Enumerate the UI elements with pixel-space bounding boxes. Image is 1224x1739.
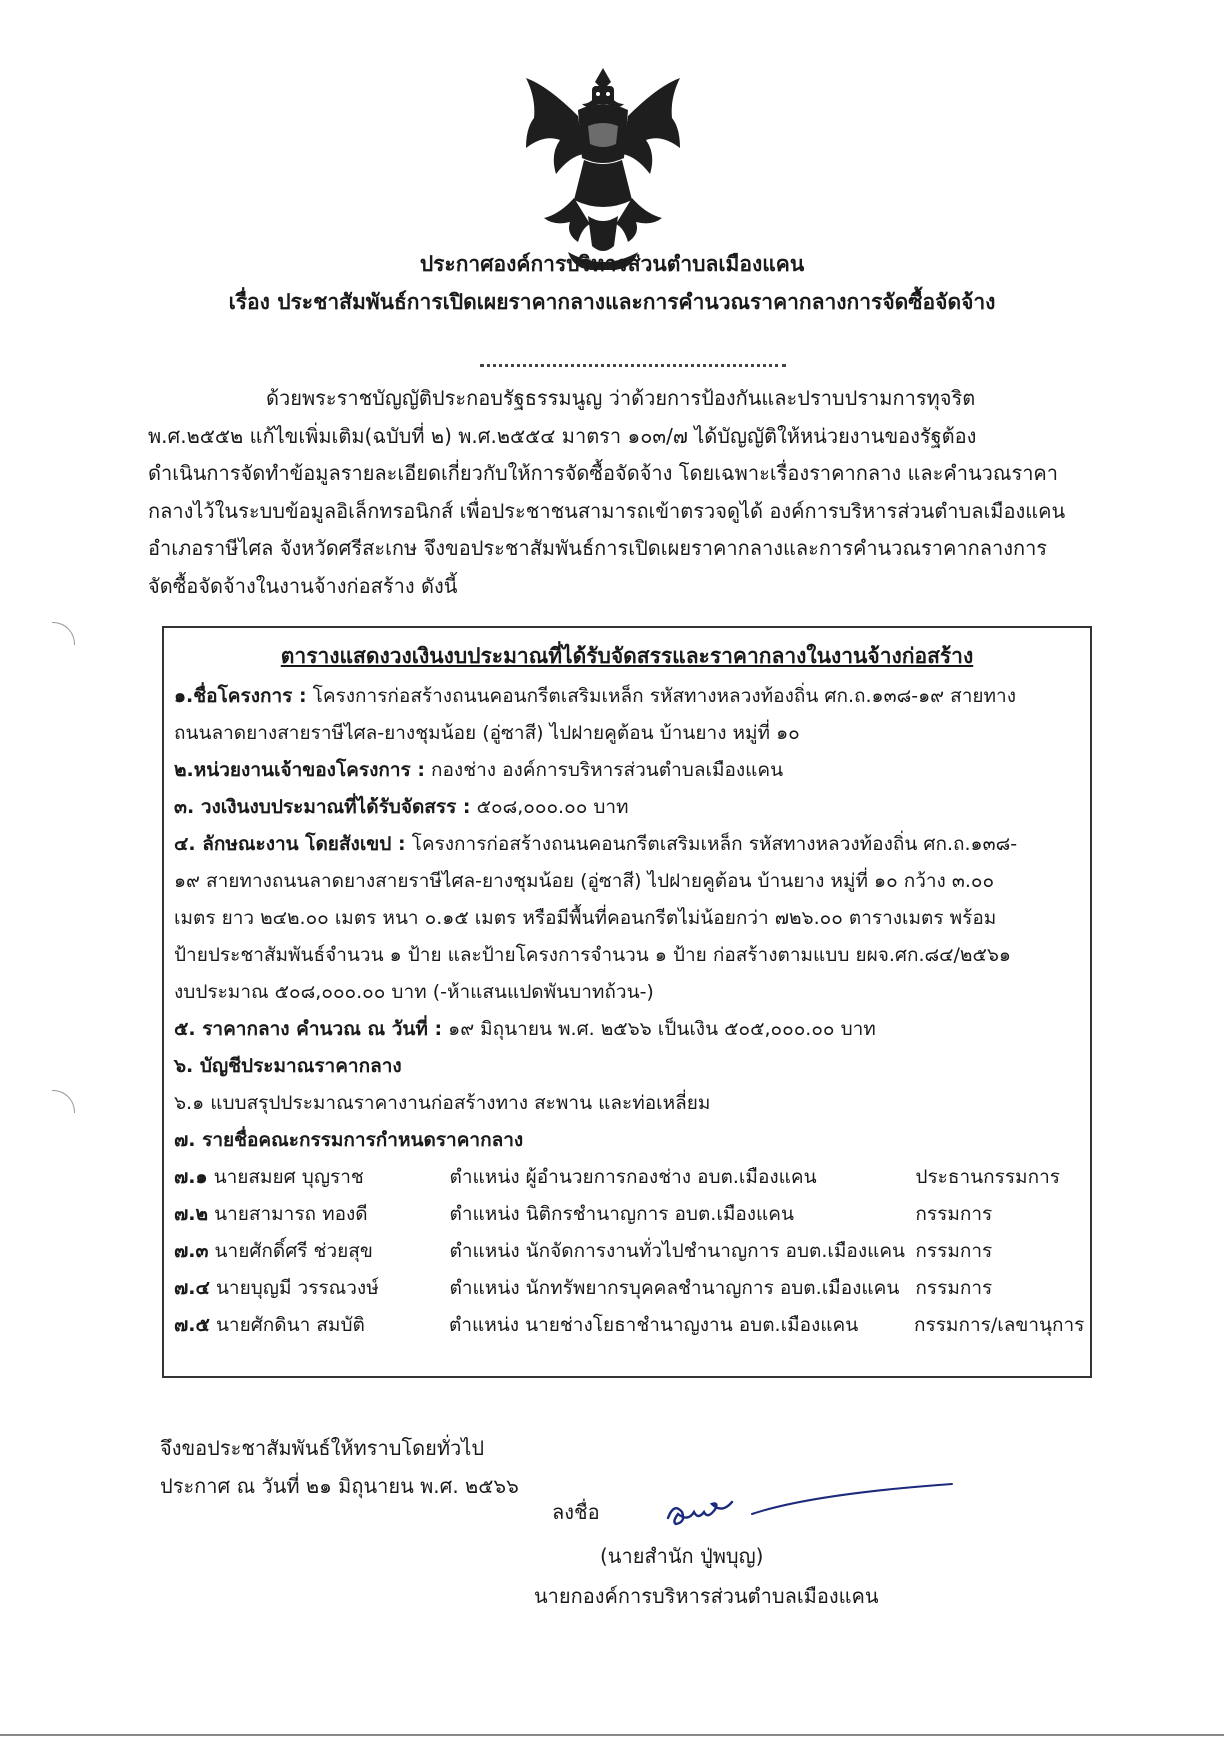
item-project-name bbox=[174, 678, 1074, 715]
item-label: ๖. บัญชีประมาณราคากลาง bbox=[174, 1055, 402, 1077]
intro-paragraph bbox=[148, 380, 1088, 605]
committee-no: ๗.๓ bbox=[174, 1240, 209, 1262]
committee-position: ตำแหน่ง นักจัดการงานทั่วไปชำนาญการ อบต.เมืองแคน bbox=[449, 1240, 906, 1262]
committee-no: ๗.๑ bbox=[174, 1166, 208, 1188]
intro-line: ด้วยพระราชบัญญัติประกอบรัฐธรรมนูญ ว่าด้วยการป้องกันและปราบปรามการทุจริต bbox=[266, 386, 976, 410]
item-price-list bbox=[174, 1048, 1074, 1085]
item-text: ๖.๑ แบบสรุปประมาณราคางานก่อสร้างทาง สะพาน และท่อเหลี่ยม bbox=[174, 1092, 711, 1114]
intro-line: จัดซื้อจัดจ้างในงานจ้างก่อสร้าง ดังนี้ bbox=[148, 573, 458, 598]
item-text: โครงการก่อสร้างถนนคอนกรีตเสริมเหล็ก รหัสทางหลวงท้องถิ่น ศก.ถ.๑๓๘- bbox=[411, 833, 1018, 855]
committee-position: ตำแหน่ง นายช่างโยธาชำนาญงาน อบต.เมืองแคน bbox=[449, 1314, 859, 1336]
item-owner-agency bbox=[174, 752, 1074, 789]
item-label: ๑.ชื่อโครงการ : bbox=[174, 685, 307, 707]
signer-position: นายกองค์การบริหารส่วนตำบลเมืองแคน bbox=[534, 1584, 879, 1608]
committee-name: นายศักดิ์ศรี ช่วยสุข bbox=[214, 1240, 373, 1262]
committee-list bbox=[174, 1159, 1085, 1344]
committee-row bbox=[174, 1233, 1074, 1270]
announcement-title: ประกาศองค์การบริหารส่วนตำบลเมืองแคน bbox=[419, 252, 805, 276]
item-work-summary bbox=[174, 826, 1074, 863]
committee-role: กรรมการ bbox=[915, 1240, 993, 1262]
budget-table-box bbox=[162, 626, 1092, 1378]
table-body bbox=[174, 678, 1085, 1344]
punch-hole-mark bbox=[52, 622, 75, 645]
item-label: ๔. ลักษณะงาน โดยสังเขป : bbox=[174, 833, 406, 855]
intro-line: อำเภอราษีไศล จังหวัดศรีสะเกษ จึงขอประชาสัมพันธ์การเปิดเผยราคากลางและการคำนวณราคากลางการ bbox=[148, 536, 1048, 560]
item-budget bbox=[174, 789, 1074, 826]
item-text: กองช่าง องค์การบริหารส่วนตำบลเมืองแคน bbox=[431, 759, 784, 781]
committee-no: ๗.๔ bbox=[174, 1277, 210, 1299]
announcement-date: ประกาศ ณ วันที่ ๒๑ มิถุนายน พ.ศ. ๒๕๖๖ bbox=[160, 1474, 519, 1498]
committee-role: กรรมการ bbox=[915, 1277, 993, 1299]
punch-hole-mark bbox=[52, 1090, 75, 1113]
item-text: เมตร ยาว ๒๔๒.๐๐ เมตร หนา ๐.๑๕ เมตร หรือมีพื้นที่คอนกรีตไม่น้อยกว่า ๗๒๖.๐๐ ตารางเมตร พร้อม bbox=[174, 907, 997, 929]
item-text: ถนนลาดยางสายราษีไศล-ยางชุมน้อย (อู่ซาสี) ไปฝายคูต้อน บ้านยาง หมู่ที่ ๑๐ bbox=[174, 722, 800, 744]
item-label: ๕. ราคากลาง คำนวณ ณ วันที่ : bbox=[174, 1018, 443, 1040]
item-median-price bbox=[174, 1011, 1074, 1048]
item-text: ป้ายประชาสัมพันธ์จำนวน ๑ ป้าย และป้ายโครงการจำนวน ๑ ป้าย ก่อสร้างตามแบบ ยผจ.ศก.๘๔/๒๕๖๑ bbox=[174, 944, 1011, 966]
dotted-divider bbox=[480, 364, 786, 373]
item-text: โครงการก่อสร้างถนนคอนกรีตเสริมเหล็ก รหัสทางหลวงท้องถิ่น ศก.ถ.๑๓๘-๑๙ สายทาง bbox=[312, 685, 1016, 707]
intro-line: กลางไว้ในระบบข้อมูลอิเล็กทรอนิกส์ เพื่อประชาชนสามารถเข้าตรวจดูได้ องค์การบริหารส่วนตำบลเมืองแคน bbox=[148, 498, 1066, 523]
signer-name: (นายสำนัก ปู่พบุญ) bbox=[600, 1544, 764, 1568]
committee-row bbox=[174, 1307, 1085, 1344]
table-title: ตารางแสดงวงเงินงบประมาณที่ได้รับจัดสรรและราคากลางในงานจ้างก่อสร้าง bbox=[280, 644, 974, 668]
item-text: งบประมาณ ๕๐๘,๐๐๐.๐๐ บาท (-ห้าแสนแปดพันบาทถ้วน-) bbox=[174, 981, 654, 1003]
committee-name: นายศักดินา สมบัติ bbox=[215, 1314, 365, 1336]
item-text: ๑๙ มิถุนายน พ.ศ. ๒๕๖๖ เป็นเงิน ๕๐๕,๐๐๐.๐๐ บาท bbox=[448, 1018, 876, 1040]
item-text: ๕๐๘,๐๐๐.๐๐ บาท bbox=[476, 796, 629, 818]
closing-line: จึงขอประชาสัมพันธ์ให้ทราบโดยทั่วไป bbox=[160, 1436, 485, 1460]
committee-name: นายสามารถ ทองดี bbox=[214, 1203, 368, 1225]
handwritten-signature-icon bbox=[660, 1470, 960, 1550]
item-label: ๗. รายชื่อคณะกรรมการกำหนดราคากลาง bbox=[174, 1129, 524, 1151]
intro-line: พ.ศ.๒๕๕๒ แก้ไขเพิ่มเติม(ฉบับที่ ๒) พ.ศ.๒๕๕๔ มาตรา ๑๐๓/๗ ได้บัญญัติให้หน่วยงานของรัฐต้อง bbox=[148, 423, 977, 448]
item-label: ๓. วงเงินงบประมาณที่ได้รับจัดสรร : bbox=[174, 796, 471, 818]
committee-row bbox=[174, 1270, 1074, 1307]
committee-role: กรรมการ bbox=[915, 1203, 993, 1225]
committee-position: ตำแหน่ง นักทรัพยากรบุคคลชำนาญการ อบต.เมืองแคน bbox=[449, 1277, 900, 1299]
committee-no: ๗.๕ bbox=[174, 1314, 210, 1336]
scan-edge-line bbox=[0, 1734, 1224, 1736]
signature-label: ลงชื่อ bbox=[552, 1500, 600, 1524]
committee-position: ตำแหน่ง ผู้อำนวยการกองช่าง อบต.เมืองแคน bbox=[449, 1166, 817, 1188]
item-text: ๑๙ สายทางถนนลาดยางสายราษีไศล-ยางชุมน้อย (อู่ซาสี) ไปฝายคูต้อน บ้านยาง หมู่ที่ ๑๐ กว้าง ๓.๐๐ bbox=[174, 870, 995, 892]
committee-row bbox=[174, 1159, 1074, 1196]
committee-row bbox=[174, 1196, 1074, 1233]
announcement-subject: เรื่อง ประชาสัมพันธ์การเปิดเผยราคากลางและการคำนวณราคากลางการจัดซื้อจัดจ้าง bbox=[228, 290, 996, 314]
committee-name: นายสมยศ บุญราช bbox=[213, 1166, 364, 1188]
committee-name: นายบุญมี วรรณวงษ์ bbox=[215, 1277, 379, 1299]
committee-no: ๗.๒ bbox=[174, 1203, 209, 1225]
committee-role: กรรมการ/เลขานุการ bbox=[914, 1314, 1085, 1336]
garuda-emblem-icon bbox=[518, 66, 688, 270]
item-label: ๒.หน่วยงานเจ้าของโครงการ : bbox=[174, 759, 425, 781]
item-committee bbox=[174, 1122, 1074, 1159]
intro-line: ดำเนินการจัดทำข้อมูลรายละเอียดเกี่ยวกับให้การจัดซื้อจัดจ้าง โดยเฉพาะเรื่องราคากลาง และคำนวณราคา bbox=[148, 461, 1059, 485]
committee-position: ตำแหน่ง นิติกรชำนาญการ อบต.เมืองแคน bbox=[449, 1203, 794, 1225]
committee-role: ประธานกรรมการ bbox=[915, 1166, 1060, 1188]
